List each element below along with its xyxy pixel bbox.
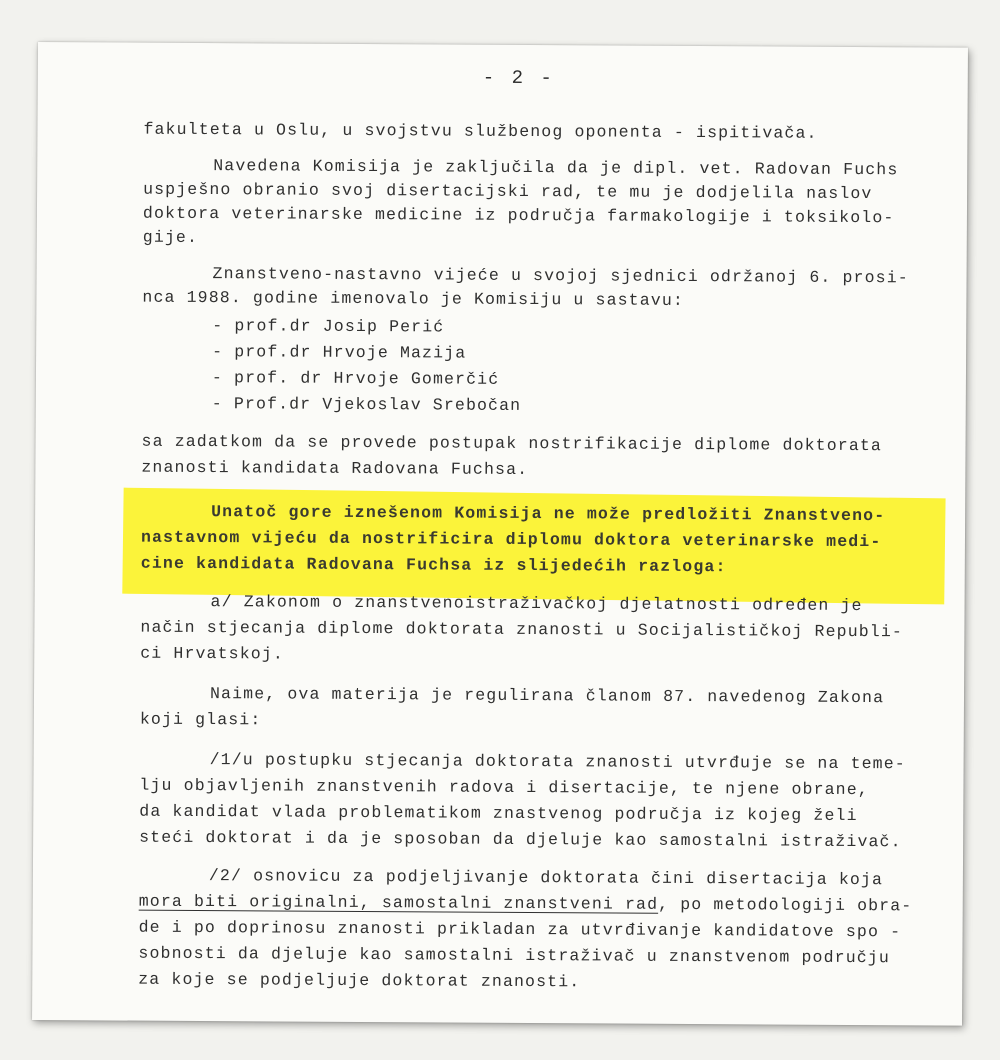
text-line: nca 1988. godine imenovalo je Komisiju u sastavu:: [142, 287, 685, 310]
committee-member: - prof. dr Hrvoje Gomerčić: [211, 368, 500, 389]
text-line: sa zadatkom da se provede postupak nostrifikacije diplome doktorata: [141, 431, 883, 456]
text-line: uspješno obranio svoj disertacijski rad, te mu je dodjelila naslov: [143, 179, 873, 204]
text-line: znanosti kandidata Radovana Fuchsa.: [141, 457, 529, 480]
text-line: /1/u postupku stjecanja doktorata znanosti utvrđuje se na teme-: [209, 750, 906, 774]
document-page: [32, 42, 968, 1026]
text-line: de i po doprinosu znanosti prikladan za utvrđivanje kandidatove spo -: [138, 917, 902, 942]
text-line: lju objavljenih znanstvenih radova i disertacije, te njene obrane,: [139, 775, 869, 800]
text-line: Navedena Komisija je zaključila da je dipl. vet. Radovan Fuchs: [213, 156, 899, 180]
text-line: Naime, ova materija je regulirana članom 87. navedenog Zakona: [209, 684, 885, 708]
text-line: gije.: [142, 227, 199, 247]
text-line: a/ Zakonom o znanstvenoistraživačkoj djelatnosti određen je: [210, 592, 863, 616]
underlined-phrase: mora biti originalni, samostalni znanstveni rad: [138, 891, 659, 914]
text-line: /2/ osnovicu za podjeljivanje doktorata čini disertacija koja: [208, 866, 884, 890]
text-line: sobnosti da djeluje kao samostalni istraživač u znanstvenom području: [138, 943, 890, 968]
committee-member: - prof.dr Josip Perić: [212, 316, 445, 337]
page-number: - 2 -: [482, 66, 555, 90]
highlighted-line: Unatoč gore iznešenom Komisija ne može predložiti Znanstveno-: [211, 502, 886, 526]
committee-member: - Prof.dr Vjekoslav Srebočan: [211, 394, 522, 415]
text-line: fakulteta u Oslu, u svojstvu službenog oponenta - ispitivača.: [143, 119, 818, 143]
text-line: koji glasi:: [139, 709, 262, 730]
text-line: način stjecanja diplome doktorata znanosti u Socijalističkoj Republi-: [140, 617, 904, 642]
text-line: doktora veterinarske medicine iz područja farmakologije i toksikolo-: [142, 203, 895, 228]
committee-member: - prof.dr Hrvoje Mazija: [212, 342, 467, 363]
text-line: ci Hrvatskoj.: [140, 643, 284, 664]
text-line: da kandidat vlada problematikom znastvenog područja iz kojeg želi: [139, 801, 858, 826]
text-line: Znanstveno-nastavno vijeće u svojoj sjednici održanoj 6. prosi-: [212, 264, 909, 288]
highlighted-line: nastavnom vijeću da nostrificira diplomu doktora veterinarske medi-: [140, 527, 882, 552]
text-line-with-underline: [139, 891, 913, 918]
text-span: , po metodologiji obra-: [658, 894, 913, 916]
text-line: steći doktorat i da je sposoban da djeluje kao samostalni istraživač.: [139, 827, 902, 852]
highlighted-line: cine kandidata Radovana Fuchsa iz slijedećih razloga:: [140, 553, 727, 577]
text-line: za koje se podjeljuje doktorat znanosti.: [138, 969, 581, 992]
